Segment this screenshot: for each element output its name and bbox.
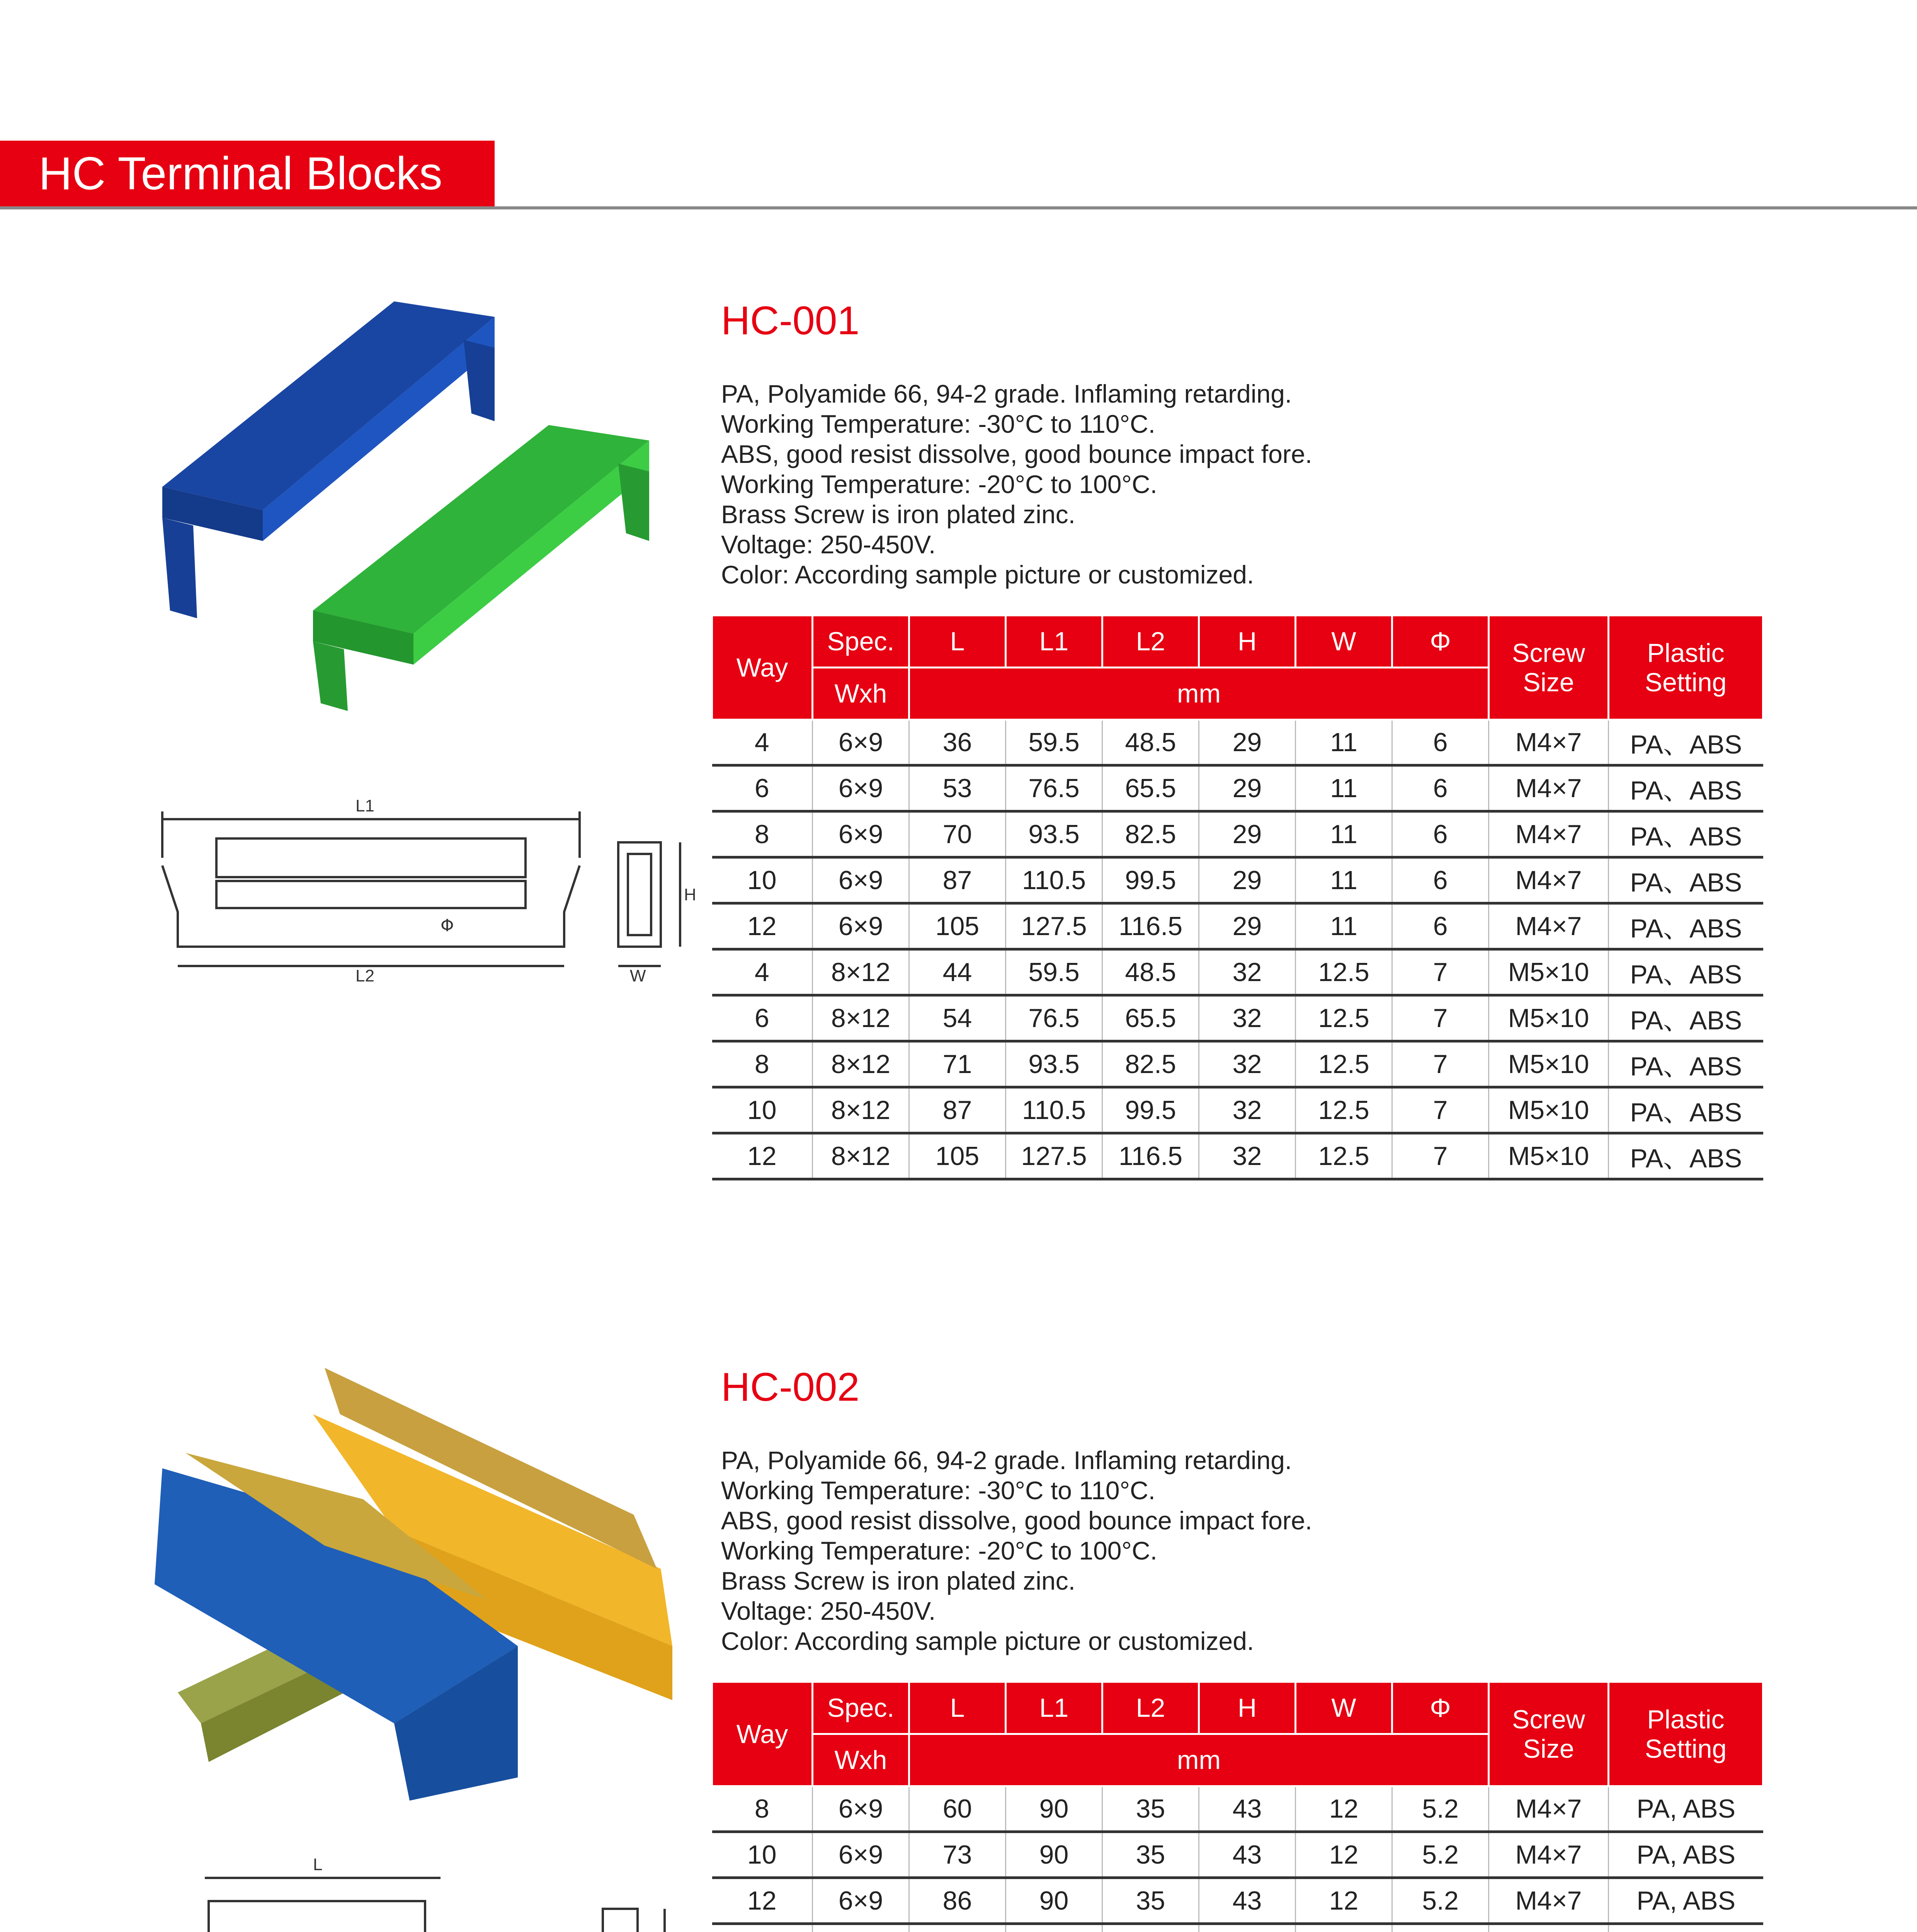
cell-spec: 6×9 xyxy=(813,903,909,949)
cell-w: 12.5 xyxy=(1296,995,1392,1041)
cell-w: 12.5 xyxy=(1296,1041,1392,1087)
cell-spec: 6×9 xyxy=(813,857,909,903)
cell-way: 12 xyxy=(712,903,813,949)
header-plastic-setting: Plastic Setting xyxy=(1609,1682,1763,1786)
cell-l1: 110.5 xyxy=(1006,857,1102,903)
drawing-label-h: H xyxy=(684,885,696,904)
cell-phi: 7 xyxy=(1392,1041,1489,1087)
cell-spec: 6×9 xyxy=(813,1832,909,1878)
cell-screw-size: M4×7 xyxy=(1489,811,1609,857)
header-phi: Φ xyxy=(1392,1682,1489,1734)
description-line: Working Temperature: -20°C to 100°C. xyxy=(721,470,1157,498)
cell-l xyxy=(909,1924,1006,1932)
cell-phi: 7 xyxy=(1392,995,1489,1041)
cell-plastic-setting: PA, ABS xyxy=(1609,1786,1763,1832)
cell-plastic-setting: PA、ABS xyxy=(1609,1133,1763,1179)
cell-l2: 65.5 xyxy=(1102,995,1199,1041)
header-spec: Spec. xyxy=(813,616,909,668)
description-line: Voltage: 250-450V. xyxy=(721,530,936,559)
cell-w xyxy=(1296,1924,1392,1932)
header-l1: L1 xyxy=(1006,616,1102,668)
cell-way: 8 xyxy=(712,811,813,857)
cell-phi: 6 xyxy=(1392,765,1489,811)
cell-spec: 8×12 xyxy=(813,949,909,995)
description-line: Voltage: 250-450V. xyxy=(721,1597,936,1625)
description-line: Working Temperature: -20°C to 100°C. xyxy=(721,1536,1157,1565)
header-way: Way xyxy=(712,1682,813,1786)
cell-l: 87 xyxy=(909,857,1006,903)
cell-h: 43 xyxy=(1199,1878,1296,1924)
cell-phi: 5.2 xyxy=(1392,1878,1489,1924)
description-line: Brass Screw is iron plated zinc. xyxy=(721,500,1076,529)
cell-spec: 8×12 xyxy=(813,1133,909,1179)
cell-plastic-setting: PA、ABS xyxy=(1609,765,1763,811)
header-l2: L2 xyxy=(1102,1682,1199,1734)
header-plastic-setting: Plastic Setting xyxy=(1609,616,1763,720)
cell-plastic-setting xyxy=(1609,1924,1763,1932)
cell-h xyxy=(1199,1924,1296,1932)
cell-h: 29 xyxy=(1199,765,1296,811)
cell-w: 11 xyxy=(1296,903,1392,949)
cell-l: 36 xyxy=(909,720,1006,765)
cell-h: 29 xyxy=(1199,720,1296,765)
header-l1: L1 xyxy=(1006,1682,1102,1734)
cell-screw-size: M4×7 xyxy=(1489,903,1609,949)
cell-screw-size: M5×10 xyxy=(1489,1133,1609,1179)
cell-way: 4 xyxy=(712,720,813,765)
cell-l2 xyxy=(1102,1924,1199,1932)
product-photo-hc-002 xyxy=(147,1352,696,1808)
cell-h: 29 xyxy=(1199,903,1296,949)
cell-spec: 8×12 xyxy=(813,1041,909,1087)
drawing-label-l2: L2 xyxy=(356,966,374,981)
cell-l: 86 xyxy=(909,1878,1006,1924)
drawing-label-l1: L1 xyxy=(356,796,374,815)
cell-w: 12.5 xyxy=(1296,949,1392,995)
cell-l: 70 xyxy=(909,811,1006,857)
header-l: L xyxy=(909,1682,1006,1734)
cell-l2: 35 xyxy=(1102,1878,1199,1924)
product-title-hc-001: HC-001 xyxy=(721,298,860,343)
cell-phi: 5.2 xyxy=(1392,1786,1489,1832)
description-line: Working Temperature: -30°C to 110°C. xyxy=(721,1476,1155,1505)
cell-w: 11 xyxy=(1296,857,1392,903)
cell-way xyxy=(712,1924,813,1932)
cell-l1: 127.5 xyxy=(1006,903,1102,949)
cell-l2: 116.5 xyxy=(1102,1133,1199,1179)
cell-h: 32 xyxy=(1199,995,1296,1041)
cell-l1: 59.5 xyxy=(1006,720,1102,765)
cell-l1: 127.5 xyxy=(1006,1133,1102,1179)
drawing-label-phi: Φ xyxy=(441,916,454,935)
header-phi: Φ xyxy=(1392,616,1489,668)
cell-h: 32 xyxy=(1199,949,1296,995)
cell-phi: 7 xyxy=(1392,949,1489,995)
cell-h: 43 xyxy=(1199,1832,1296,1878)
header-h: H xyxy=(1199,1682,1296,1734)
cell-l: 54 xyxy=(909,995,1006,1041)
description-line: ABS, good resist dissolve, good bounce impact fore. xyxy=(721,440,1312,468)
cell-plastic-setting: PA、ABS xyxy=(1609,1041,1763,1087)
cell-l1: 59.5 xyxy=(1006,949,1102,995)
cell-h: 32 xyxy=(1199,1133,1296,1179)
cell-w: 12.5 xyxy=(1296,1133,1392,1179)
header-mm: mm xyxy=(909,668,1489,720)
cell-plastic-setting: PA、ABS xyxy=(1609,1087,1763,1133)
cell-plastic-setting: PA、ABS xyxy=(1609,811,1763,857)
cell-w: 12 xyxy=(1296,1832,1392,1878)
cell-screw-size xyxy=(1489,1924,1609,1932)
cell-screw-size: M5×10 xyxy=(1489,1087,1609,1133)
header-screw-size: Screw Size xyxy=(1489,616,1609,720)
cell-spec: 8×12 xyxy=(813,995,909,1041)
header-mm: mm xyxy=(909,1734,1489,1786)
cell-phi: 6 xyxy=(1392,811,1489,857)
cell-screw-size: M4×7 xyxy=(1489,765,1609,811)
cell-l1: 76.5 xyxy=(1006,995,1102,1041)
cell-w: 11 xyxy=(1296,765,1392,811)
technical-drawing-hc-002 xyxy=(155,1855,696,1932)
cell-l1: 90 xyxy=(1006,1786,1102,1832)
cell-plastic-setting: PA、ABS xyxy=(1609,720,1763,765)
cell-l: 105 xyxy=(909,903,1006,949)
cell-phi: 5.2 xyxy=(1392,1832,1489,1878)
cell-way: 12 xyxy=(712,1133,813,1179)
cell-l: 60 xyxy=(909,1786,1006,1832)
cell-phi: 6 xyxy=(1392,857,1489,903)
page-title: HC Terminal Blocks xyxy=(0,141,495,206)
cell-h: 32 xyxy=(1199,1087,1296,1133)
cell-phi: 6 xyxy=(1392,903,1489,949)
cell-l1: 93.5 xyxy=(1006,1041,1102,1087)
header-way: Way xyxy=(712,616,813,720)
cell-plastic-setting: PA、ABS xyxy=(1609,995,1763,1041)
cell-plastic-setting: PA, ABS xyxy=(1609,1878,1763,1924)
cell-way: 6 xyxy=(712,765,813,811)
cell-l2: 82.5 xyxy=(1102,811,1199,857)
cell-way: 12 xyxy=(712,1878,813,1924)
cell-spec: 6×9 xyxy=(813,720,909,765)
product-title-hc-002: HC-002 xyxy=(721,1365,860,1410)
cell-w: 12 xyxy=(1296,1786,1392,1832)
cell-h: 32 xyxy=(1199,1041,1296,1087)
cell-l2: 116.5 xyxy=(1102,903,1199,949)
cell-w: 11 xyxy=(1296,720,1392,765)
cell-l1 xyxy=(1006,1924,1102,1932)
cell-way: 4 xyxy=(712,949,813,995)
cell-w: 12 xyxy=(1296,1878,1392,1924)
cell-phi: 6 xyxy=(1392,720,1489,765)
cell-screw-size: M4×7 xyxy=(1489,720,1609,765)
cell-l1: 93.5 xyxy=(1006,811,1102,857)
cell-screw-size: M4×7 xyxy=(1489,1832,1609,1878)
cell-plastic-setting: PA, ABS xyxy=(1609,1832,1763,1878)
table-row xyxy=(712,1832,1763,1878)
cell-l2: 65.5 xyxy=(1102,765,1199,811)
cell-l2: 35 xyxy=(1102,1832,1199,1878)
description-line: Color: According sample picture or customized. xyxy=(721,560,1254,589)
cell-screw-size: M5×10 xyxy=(1489,1041,1609,1087)
table-row xyxy=(712,1786,1763,1832)
cell-screw-size: M5×10 xyxy=(1489,949,1609,995)
cell-l1: 90 xyxy=(1006,1878,1102,1924)
description-line: ABS, good resist dissolve, good bounce impact fore. xyxy=(721,1506,1312,1535)
cell-l: 53 xyxy=(909,765,1006,811)
cell-phi: 7 xyxy=(1392,1087,1489,1133)
cell-l: 87 xyxy=(909,1087,1006,1133)
table-row xyxy=(712,1878,1763,1924)
description-line: Brass Screw is iron plated zinc. xyxy=(721,1566,1076,1595)
cell-screw-size: M4×7 xyxy=(1489,1878,1609,1924)
cell-l: 73 xyxy=(909,1832,1006,1878)
cell-l2: 48.5 xyxy=(1102,949,1199,995)
header-wxh: Wxh xyxy=(813,668,909,720)
cell-l2: 99.5 xyxy=(1102,857,1199,903)
cell-l: 44 xyxy=(909,949,1006,995)
cell-phi: 7 xyxy=(1392,1133,1489,1179)
cell-l: 71 xyxy=(909,1041,1006,1087)
description-line: Working Temperature: -30°C to 110°C. xyxy=(721,410,1155,438)
header-w: W xyxy=(1296,1682,1392,1734)
cell-l1: 90 xyxy=(1006,1832,1102,1878)
cell-h: 29 xyxy=(1199,811,1296,857)
cell-screw-size: M5×10 xyxy=(1489,995,1609,1041)
cell-phi xyxy=(1392,1924,1489,1932)
header-l2: L2 xyxy=(1102,616,1199,668)
cell-way: 10 xyxy=(712,1832,813,1878)
cell-screw-size: M4×7 xyxy=(1489,1786,1609,1832)
cell-spec: 6×9 xyxy=(813,765,909,811)
cell-plastic-setting: PA、ABS xyxy=(1609,857,1763,903)
cell-way: 6 xyxy=(712,995,813,1041)
header-w: W xyxy=(1296,616,1392,668)
cell-l1: 76.5 xyxy=(1006,765,1102,811)
cell-w: 11 xyxy=(1296,811,1392,857)
product-description-hc-002 xyxy=(721,1445,1687,1656)
cell-h: 43 xyxy=(1199,1786,1296,1832)
description-line: PA, Polyamide 66, 94-2 grade. Inflaming retarding. xyxy=(721,1446,1292,1475)
cell-l: 105 xyxy=(909,1133,1006,1179)
description-line: PA, Polyamide 66, 94-2 grade. Inflaming retarding. xyxy=(721,379,1292,408)
cell-way: 10 xyxy=(712,857,813,903)
drawing-label-w: W xyxy=(630,966,646,981)
header-l: L xyxy=(909,616,1006,668)
spec-table-hc-002 xyxy=(711,1681,1764,1932)
description-line: Color: According sample picture or customized. xyxy=(721,1627,1254,1655)
cell-way: 8 xyxy=(712,1041,813,1087)
cell-h: 29 xyxy=(1199,857,1296,903)
cell-spec: 8×12 xyxy=(813,1087,909,1133)
table-row xyxy=(712,1924,1763,1932)
drawing-label-l: L xyxy=(313,1855,323,1874)
cell-plastic-setting: PA、ABS xyxy=(1609,903,1763,949)
cell-spec: 6×9 xyxy=(813,1878,909,1924)
header-wxh: Wxh xyxy=(813,1734,909,1786)
header-screw-size: Screw Size xyxy=(1489,1682,1609,1786)
cell-l2: 82.5 xyxy=(1102,1041,1199,1087)
cell-spec: 6×9 xyxy=(813,1786,909,1832)
cell-w: 12.5 xyxy=(1296,1087,1392,1133)
cell-l2: 48.5 xyxy=(1102,720,1199,765)
cell-l2: 35 xyxy=(1102,1786,1199,1832)
cell-spec xyxy=(813,1924,909,1932)
cell-plastic-setting: PA、ABS xyxy=(1609,949,1763,995)
cell-spec: 6×9 xyxy=(813,811,909,857)
header-spec: Spec. xyxy=(813,1682,909,1734)
cell-l1: 110.5 xyxy=(1006,1087,1102,1133)
cell-l2: 99.5 xyxy=(1102,1087,1199,1133)
cell-screw-size: M4×7 xyxy=(1489,857,1609,903)
header-h: H xyxy=(1199,616,1296,668)
cell-way: 8 xyxy=(712,1786,813,1832)
cell-way: 10 xyxy=(712,1087,813,1133)
